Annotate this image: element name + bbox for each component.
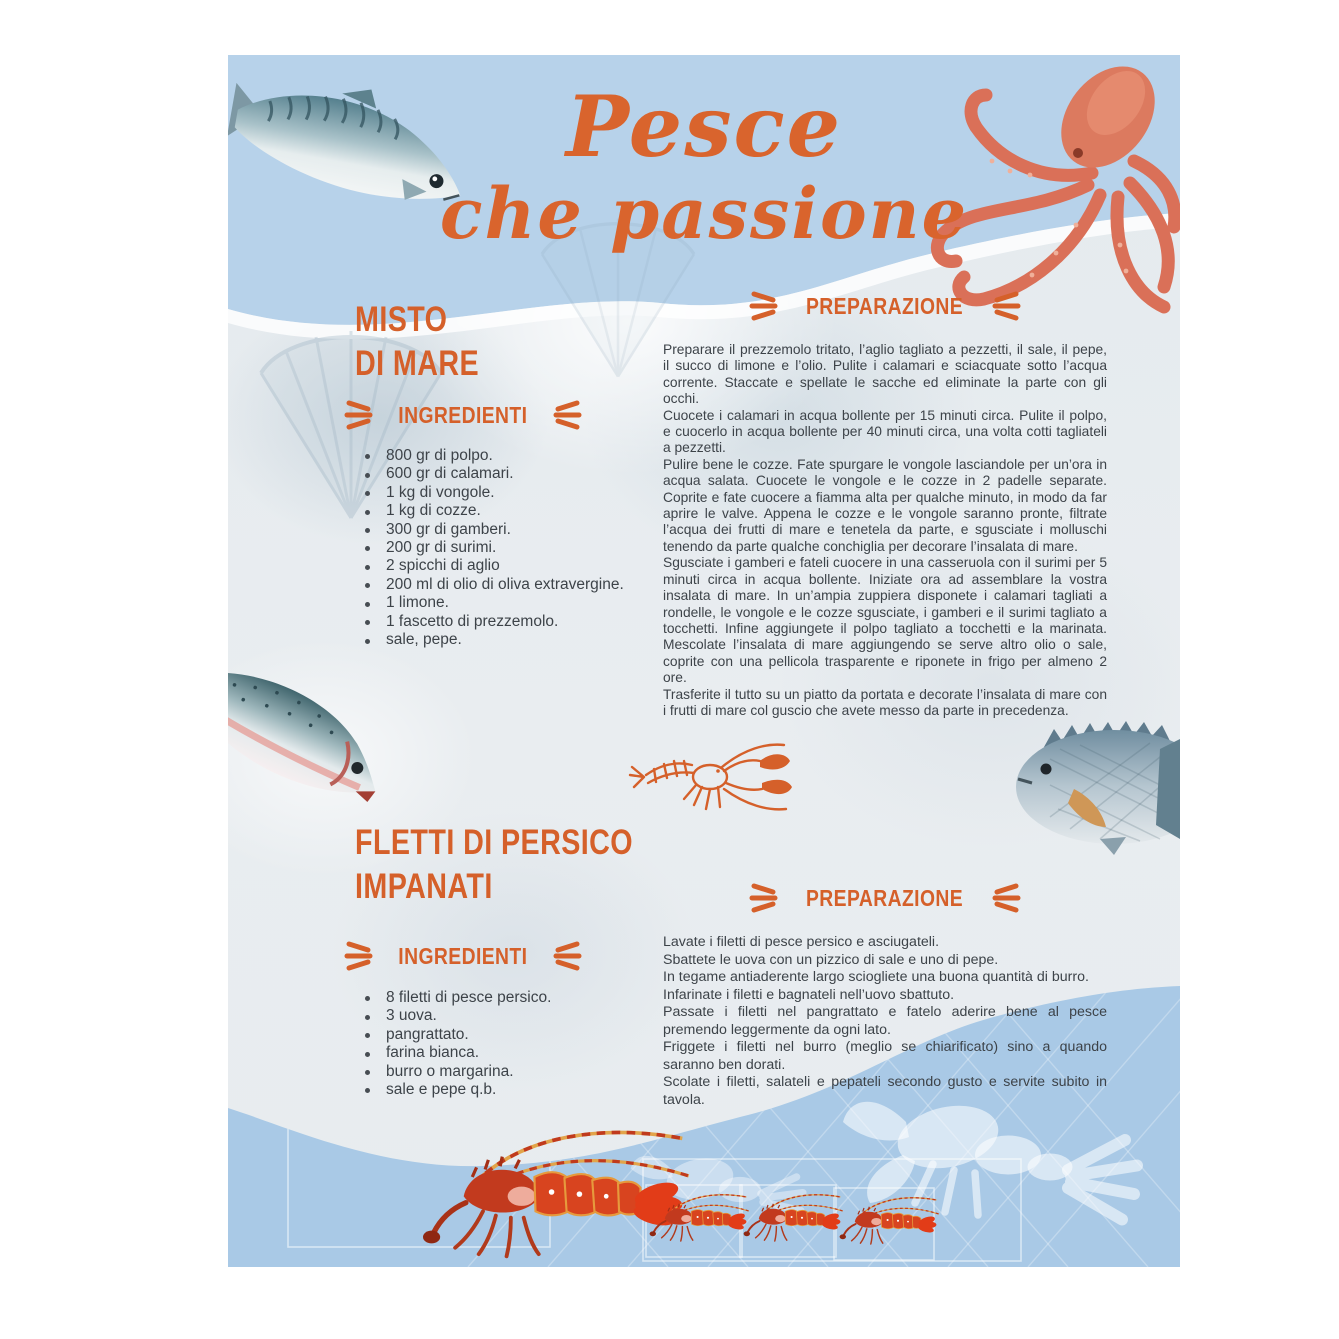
recipe-page <box>228 55 1180 1267</box>
ingredient-item: 8 filetti di pesce persico. <box>356 989 656 1007</box>
preparation-paragraph: Infarinate i filetti e bagnateli nell’uovo sbattuto. <box>663 986 955 1003</box>
recipe1-title-line2: DI MARE <box>355 344 480 383</box>
ingredient-item: 600 gr di calamari. <box>356 465 656 483</box>
recipe2-title <box>355 821 633 909</box>
heading-dashes-right-icon <box>552 396 582 434</box>
recipe2-ingredients-label: INGREDIENTI <box>398 942 528 969</box>
recipe1-preparation-label: PREPARAZIONE <box>806 292 964 319</box>
recipe2-preparation-heading <box>663 879 1107 917</box>
recipe1-ingredients-heading <box>344 396 582 434</box>
ingredient-item: burro o margarina. <box>356 1063 656 1081</box>
preparation-paragraph: Sbattete le uova con un pizzico di sale e uno di pepe. <box>663 951 999 968</box>
preparation-paragraph: Preparare il prezzemolo tritato, l’aglio tagliato a pezzetti, il sale, il pepe, il succo di limone e l’olio. Pulite i calamari e sciacquate sotto l’acqua corrente. Staccate e spellate le sacche ed eliminate la parte con gli occhi. <box>663 342 1107 407</box>
ingredient-item: sale e pepe q.b. <box>356 1081 656 1099</box>
heading-dashes-right-icon <box>991 879 1021 917</box>
page-title <box>228 77 1180 255</box>
recipe1-title-line1: MISTO <box>355 300 448 339</box>
heading-dashes-right-icon <box>552 937 582 975</box>
ingredient-item: sale, pepe. <box>356 631 656 649</box>
heading-dashes-right-icon <box>991 287 1021 325</box>
ingredient-item: 3 uova. <box>356 1007 656 1025</box>
preparation-paragraph: Pulire bene le cozze. Fate spurgare le vongole lasciandole per un’ora in acqua salata. Cuocete le vongole e le cozze in 2 padelle separate. Coprite e fate cuocere a fiamma alta per qualche minuto, in modo da far aprire le valve. Appena le cozze e le vongole saranno pronte, filtrate l’acqua dei frutti di mare e tenetela da parte, e sgusciate i molluschi tenendo da parte qualche conchiglia per decorare l’insalata di mare. <box>663 456 1107 554</box>
recipe1-title <box>355 298 479 386</box>
ingredient-item: 1 kg di cozze. <box>356 502 656 520</box>
ingredient-item: 300 gr di gamberi. <box>356 521 656 539</box>
lobster-line-art <box>626 731 796 826</box>
preparation-paragraph: Sgusciate i gamberi e fateli cuocere in una casseruola con il surimi per 5 minuti circa in acqua bollente. Iniziate ora ad assemblare la vostra insalata di mare. In un’ampia zuppiera disponete i calamari tagliati a rondelle, le vongole e le cozze sgusciate, i gamberi e il surimi tagliato a tocchetti. Infine aggiungete il polpo tagliato a tocchetti e la marinata. Mescolate l’insalata di mare aggiungendo se serve altro olio o sale, coprite con una pellicola trasparente e riponete in frigo per almeno 2 ore. <box>663 555 1107 686</box>
recipe1-ingredients-label: INGREDIENTI <box>398 401 528 428</box>
heading-dashes-left-icon <box>344 937 374 975</box>
recipe2-ingredient-list <box>356 989 656 1099</box>
page-title-line1: Pesce <box>565 77 843 176</box>
recipe2-title-line2: IMPANATI <box>355 867 493 906</box>
ingredient-item: 1 kg di vongole. <box>356 484 656 502</box>
recipe1-preparation-text <box>663 342 1107 719</box>
preparation-paragraph: Passate i filetti nel pangrattato e fatelo aderire bene al pesce premendo leggermente da ogni lato. <box>663 1004 1107 1038</box>
ingredient-item: 800 gr di polpo. <box>356 447 656 465</box>
heading-dashes-left-icon <box>749 287 779 325</box>
recipe2-preparation-text <box>663 934 1107 1109</box>
recipe1-ingredient-list <box>356 447 656 649</box>
page-title-line2: che passione <box>439 172 969 255</box>
heading-dashes-left-icon <box>749 879 779 917</box>
ingredient-item: pangrattato. <box>356 1026 656 1044</box>
preparation-paragraph: In tegame antiaderente largo sciogliete una buona quantità di burro. <box>663 969 1089 985</box>
recipe2-title-line1: FLETTI DI PERSICO <box>355 823 634 862</box>
preparation-paragraph: Friggete i filetti nel burro (meglio se chiarificato) sino a quando saranno ben dorati. <box>663 1039 1107 1073</box>
preparation-paragraph: Scolate i filetti, salateli e pepateli secondo gusto e servite subito in tavola. <box>663 1074 1107 1108</box>
ingredient-item: 2 spicchi di aglio <box>356 557 656 575</box>
preparation-paragraph: Trasferite il tutto su un piatto da portata e decorate l’insalata di mare con i frutti di mare col guscio che avete messo da parte in precedenza. <box>663 686 1107 718</box>
ingredient-item: 200 gr di surimi. <box>356 539 656 557</box>
ingredient-item: farina bianca. <box>356 1044 656 1062</box>
recipe2-preparation-label: PREPARAZIONE <box>806 884 964 911</box>
ingredient-item: 1 limone. <box>356 594 656 612</box>
recipe1-preparation-heading <box>663 287 1107 325</box>
preparation-paragraph: Lavate i filetti di pesce persico e asciugateli. <box>663 934 940 950</box>
recipe2-ingredients-heading <box>344 937 582 975</box>
preparation-paragraph: Cuocete i calamari in acqua bollente per 15 minuti circa. Pulite il polpo, e cuocerlo in acqua bollente per 40 minuti circa, una volta cotti tagliateli a pezzetti. <box>663 407 1107 456</box>
ingredient-item: 1 fascetto di prezzemolo. <box>356 613 656 631</box>
heading-dashes-left-icon <box>344 396 374 434</box>
ingredient-item: 200 ml di olio di oliva extravergine. <box>356 576 656 594</box>
